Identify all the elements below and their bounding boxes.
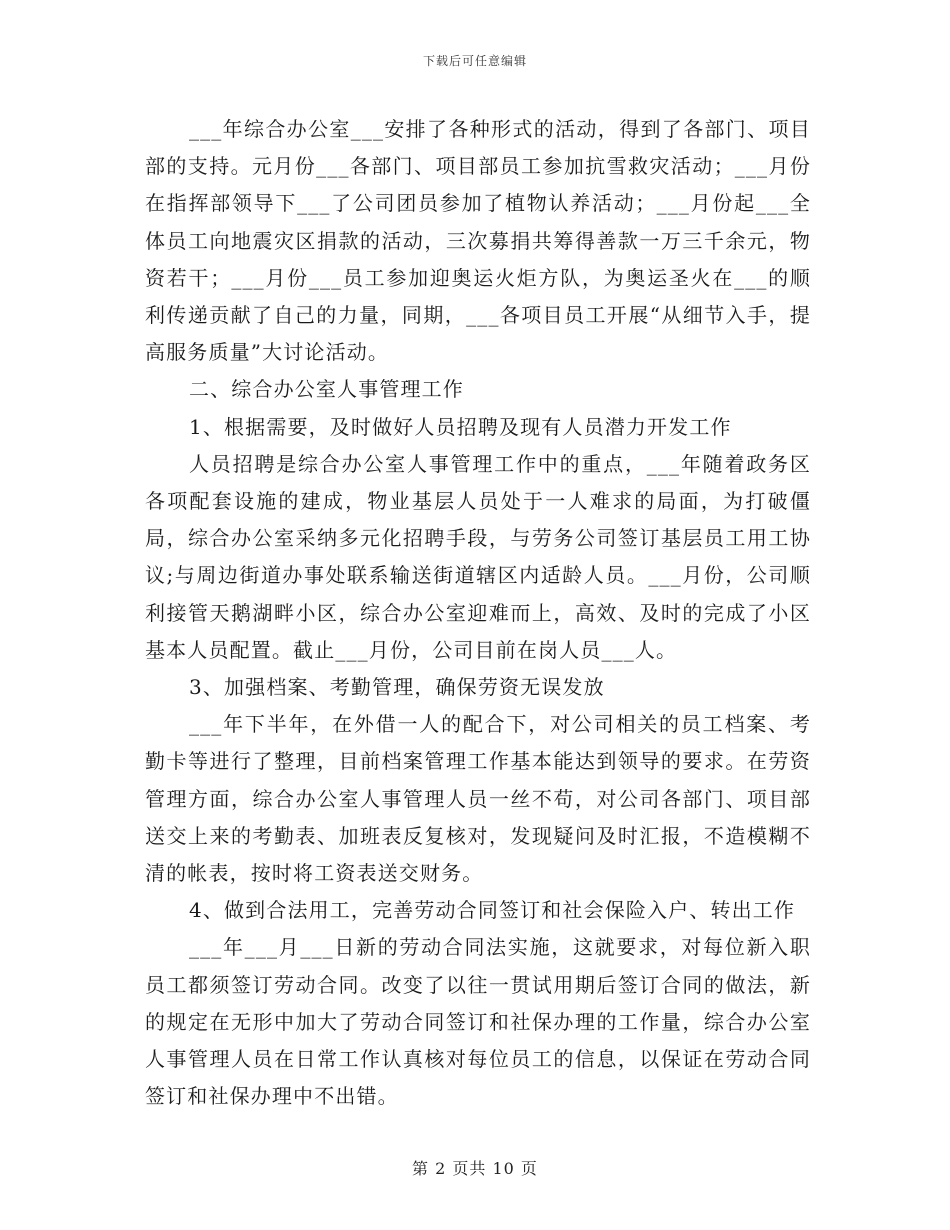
- paragraph-contracts: ___年___月___日新的劳动合同法实施，这就要求，对每位新入职员工都须签订劳动合同。改变了以往一贯试用期后签订合同的做法，新的规定在无形中加大了劳动合同签订和社保办理的工作量，综合办公室人事管理人员在日常工作认真核对每位员工的信息，以保证在劳动合同签订和社保办理中不出错。: [145, 935, 811, 1109]
- page-header-note: 下载后可任意编辑: [422, 54, 527, 68]
- subheading-archives: 3、加强档案、考勤管理，确保劳资无误发放: [189, 675, 605, 700]
- paragraph-activities: ___年综合办公室___安排了各种形式的活动，得到了各部门、项目部的支持。元月份___各部门、项目部员工参加抗雪救灾活动；___月份在指挥部领导下___了公司团员参加了植物认养活动；___月份起___全体员工向地震灾区捐款的活动，三次募捐共筹得善款一万三千余元，物资若干；___月份___员工参加迎奥运火炬方队，为奥运圣火在___的顺利传递贡献了自己的力量，同期，___各项目员工开展“从细节入手，提高服务质量”大讨论活动。: [145, 117, 811, 365]
- paragraph-recruitment: 人员招聘是综合办公室人事管理工作中的重点，___年随着政务区各项配套设施的建成，物业基层人员处于一人难求的局面，为打破僵局，综合办公室采纳多元化招聘手段，与劳务公司签订基层员工用工协议;与周边街道办事处联系输送街道辖区内适龄人员。___月份，公司顺利接管天鹅湖畔小区，综合办公室迎难而上，高效、及时的完成了小区基本人员配置。截止___月份，公司目前在岗人员___人。: [145, 451, 811, 662]
- paragraph-archives: ___年下半年，在外借一人的配合下，对公司相关的员工档案、考勤卡等进行了整理，目前档案管理工作基本能达到领导的要求。在劳资管理方面，综合办公室人事管理人员一丝不苟，对公司各部门、项目部送交上来的考勤表、加班表反复核对，发现疑问及时汇报，不造模糊不清的帐表，按时将工资表送交财务。: [145, 712, 811, 886]
- page-number: 第 2 页共 10 页: [412, 1159, 538, 1178]
- document-body: [145, 111, 811, 1115]
- subheading-contracts: 4、做到合法用工，完善劳动合同签订和社会保险入户、转出工作: [189, 898, 796, 923]
- subheading-recruitment: 1、根据需要，及时做好人员招聘及现有人员潜力开发工作: [189, 414, 732, 439]
- section-heading-hr: 二、综合办公室人事管理工作: [189, 377, 464, 402]
